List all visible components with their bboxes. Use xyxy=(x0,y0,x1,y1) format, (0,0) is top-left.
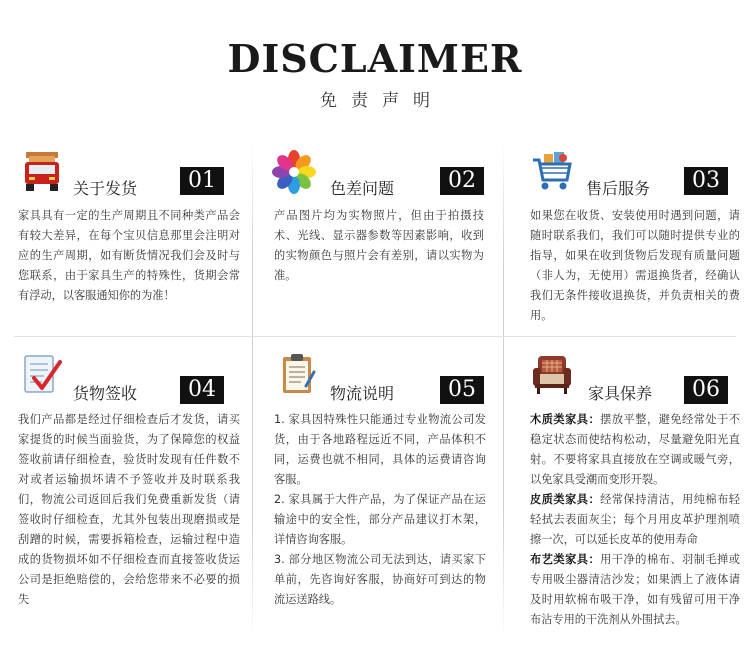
section-body xyxy=(18,410,240,610)
care-paragraph-fabric xyxy=(530,550,740,630)
section-paragraph: 2. 家具属于大件产品，为了保证产品在运输途中的安全性，部分产品建议打木架，详情咨询客服。 xyxy=(274,493,486,546)
section-number-badge: 02 xyxy=(440,167,484,195)
section-paragraph: 我们产品都是经过仔细检查后才发货，请买家提货的时候当面验货，为了保障您的权益签收前请仔细检查，验货时发现有任件数不对或者运输损坏请不予签收并及时联系我们，物流公司返回后我们免费重新发货（请签收时仔细检查，尤其外包装出现磨损或是刮蹭的时候，需要拆箱检查，运输过程中造成的货物损坏如不仔细检查而直接签收货运公司是拒绝赔偿的，会给您带来不必要的损失 xyxy=(18,413,240,606)
page-subtitle: 免责声明 xyxy=(320,91,444,111)
care-label: 皮质类家具： xyxy=(530,493,601,506)
section-goods-receipt xyxy=(18,352,240,642)
care-text: 经常保持清洁，用纯棉布轻轻拭去表面灰尘；每个月用皮革护理剂喷擦一次，可以延长皮革的使用寿命 xyxy=(530,493,740,546)
section-paragraph: 产品图片均为实物照片，但由于拍摄技术、光线、显示器参数等因素影响，收到的实物颜色与照片会有差别，请以实物为准。 xyxy=(274,209,484,282)
section-paragraph: 如果您在收货、安装使用时遇到问题，请随时联系我们，我们可以随时提供专业的指导，如果在收到货物后发现有质量问题（非人为，无使用）需退换货者，经确认我们无条件接收退换货，并负责相关的费用。 xyxy=(530,209,740,322)
page-title: DISCLAIMER xyxy=(227,36,523,81)
section-heading: 物流说明 xyxy=(330,384,395,403)
section-body xyxy=(530,206,740,326)
section-heading: 售后服务 xyxy=(586,179,651,198)
section-heading: 家具保养 xyxy=(588,384,653,403)
section-number-badge: 04 xyxy=(180,376,224,404)
section-number-badge: 05 xyxy=(440,376,484,404)
delivery-truck-icon xyxy=(20,150,64,194)
section-number-badge: 06 xyxy=(684,376,728,404)
section-heading: 色差问题 xyxy=(330,179,395,198)
section-body xyxy=(274,410,486,610)
row-divider xyxy=(14,336,736,337)
section-heading: 货物签收 xyxy=(73,384,138,403)
section-shipping xyxy=(18,150,240,330)
care-label: 布艺类家具： xyxy=(530,553,601,566)
info-grid xyxy=(0,140,750,648)
section-paragraph: 1. 家具因特殊性只能通过专业物流公司发货，由于各地路程远近不同，产品体积不同，运费也就不相同，具体的运费请咨询客服。 xyxy=(274,413,486,486)
care-paragraph-leather xyxy=(530,490,740,550)
section-number-badge: 03 xyxy=(684,167,728,195)
column-divider xyxy=(503,140,504,640)
section-paragraph: 家具具有一定的生产周期且不同种类产品会有较大差异，在每个宝贝信息那里会注明对应的生产周期，如有断货情况我们会及时与您联系，由于家具生产的特殊性，货期会常有浮动，以客服通知你的为准！ xyxy=(18,209,240,302)
checklist-icon xyxy=(20,352,64,396)
section-number-badge: 01 xyxy=(180,167,224,195)
section-body xyxy=(274,206,484,286)
color-palette-icon xyxy=(272,150,316,194)
section-color-difference xyxy=(272,150,486,330)
clipboard-icon xyxy=(276,352,320,396)
section-body xyxy=(18,206,240,306)
section-body xyxy=(530,410,740,630)
care-text: 用干净的棉布、羽制毛掸或专用吸尘器清洁沙发；如果洒上了液体请及时用软棉布吸干净，如有残留可用干净布沾专用的干洗剂从外围拭去。 xyxy=(530,553,740,626)
care-text: 摆放平整，避免经常处于不稳定状态而使结构松动，尽量避免阳光直射。不要将家具直接放在空调或暖气旁，以免家具受潮而变形开裂。 xyxy=(530,413,740,486)
section-after-sales xyxy=(530,150,740,330)
care-label: 木质类家具： xyxy=(530,413,601,426)
section-paragraph: 3. 部分地区物流公司无法到达，请买家下单前，先咨询好客服，协商好可到达的物流运送路线。 xyxy=(274,553,486,606)
armchair-icon xyxy=(530,352,574,396)
section-heading: 关于发货 xyxy=(73,179,138,198)
care-paragraph-wood xyxy=(530,410,740,490)
section-furniture-care xyxy=(530,352,742,648)
section-logistics xyxy=(272,352,486,642)
column-divider xyxy=(252,140,253,640)
shopping-cart-icon xyxy=(530,150,574,194)
